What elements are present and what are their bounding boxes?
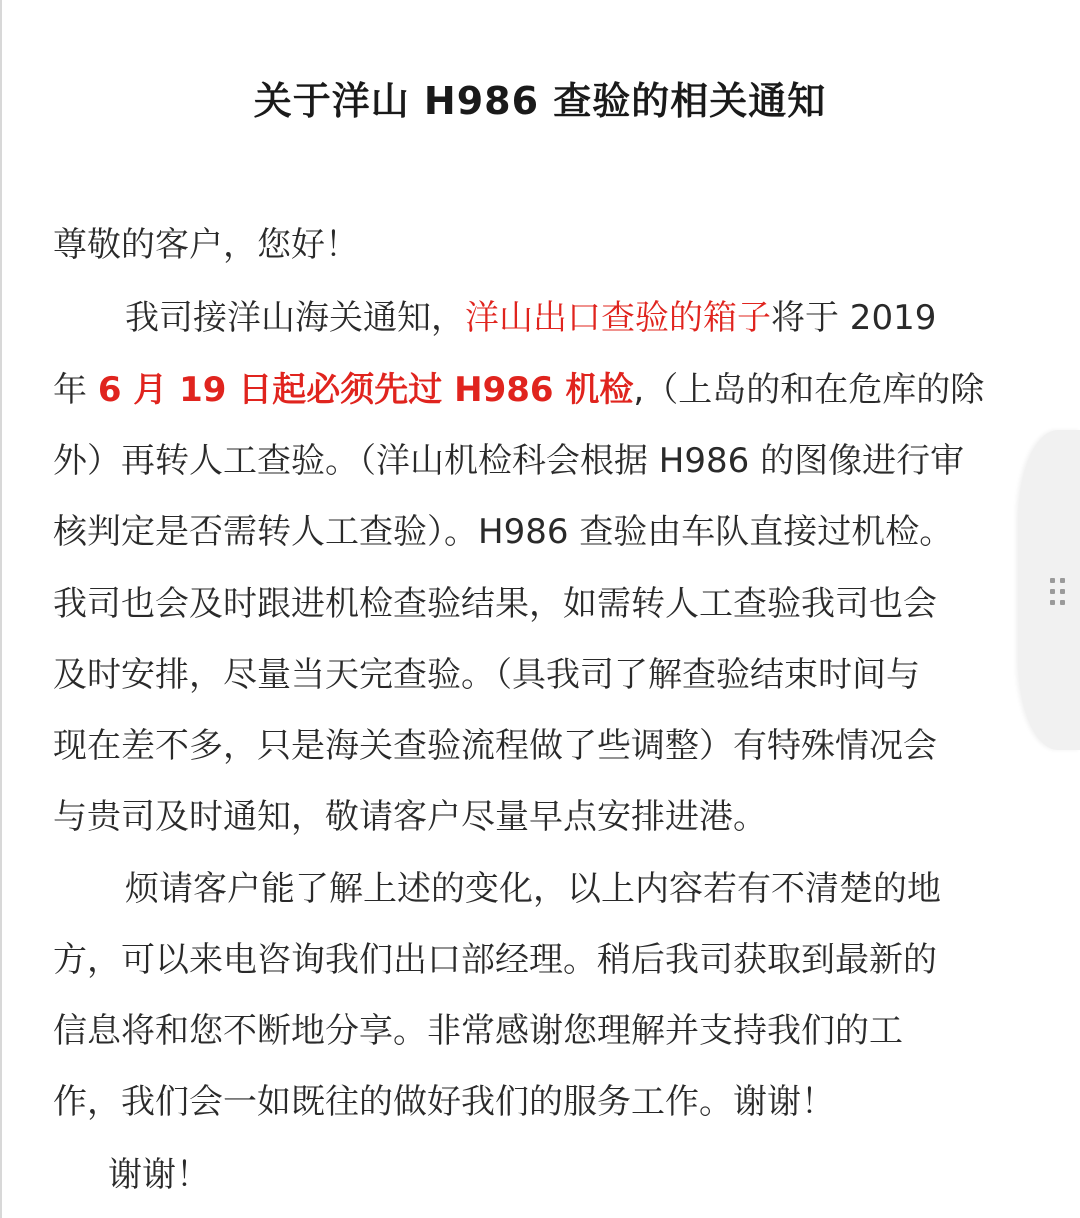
highlight-export-boxes: 洋山出口查验的箱子 bbox=[465, 298, 771, 338]
paragraph1-line1 bbox=[125, 290, 936, 339]
paragraph1-line3: 外）再转人工查验。（洋山机检科会根据 H986 的图像进行审 bbox=[53, 441, 965, 481]
drag-handle-icon[interactable] bbox=[1050, 578, 1066, 614]
greeting: 尊敬的客户，您好！ bbox=[53, 225, 359, 265]
paragraph1-line7: 现在差不多，只是海关查验流程做了些调整）有特殊情况会 bbox=[53, 726, 937, 766]
page-title: 关于洋山 H986 查验的相关通知 bbox=[253, 79, 827, 123]
page-edge bbox=[0, 0, 2, 1218]
paragraph1-line1-text: 我司接洋山海关通知， bbox=[125, 298, 465, 338]
paragraph2-line4: 作，我们会一如既往的做好我们的服务工作。谢谢！ bbox=[53, 1082, 835, 1122]
paragraph2-line2: 方，可以来电咨询我们出口部经理。稍后我司获取到最新的 bbox=[53, 940, 937, 980]
paragraph2-line1: 烦请客户能了解上述的变化，以上内容若有不清楚的地 bbox=[125, 869, 941, 909]
paragraph1-line4: 核判定是否需转人工查验）。H986 查验由车队直接过机检。 bbox=[53, 512, 954, 552]
paragraph1-line8: 与贵司及时通知，敬请客户尽量早点安排进港。 bbox=[53, 797, 767, 837]
highlight-date-requirement: 6 月 19 日起必须先过 H986 机检 bbox=[97, 370, 634, 410]
paragraph1-line2 bbox=[53, 362, 984, 411]
paragraph1-line2-text: 年 bbox=[53, 370, 98, 410]
side-drawer-handle[interactable] bbox=[1018, 430, 1080, 750]
paragraph1-line5: 我司也会及时跟进机检查验结果，如需转人工查验我司也会 bbox=[53, 584, 937, 624]
paragraph1-line6: 及时安排，尽量当天完查验。（具我司了解查验结束时间与 bbox=[53, 655, 920, 695]
paragraph1-line1-tail: 将于 2019 bbox=[771, 298, 937, 338]
closing-thanks: 谢谢！ bbox=[108, 1155, 210, 1195]
paragraph2-line3: 信息将和您不断地分享。非常感谢您理解并支持我们的工 bbox=[53, 1011, 903, 1051]
paragraph1-line2-tail: ,（上岛的和在危库的除 bbox=[633, 370, 985, 410]
